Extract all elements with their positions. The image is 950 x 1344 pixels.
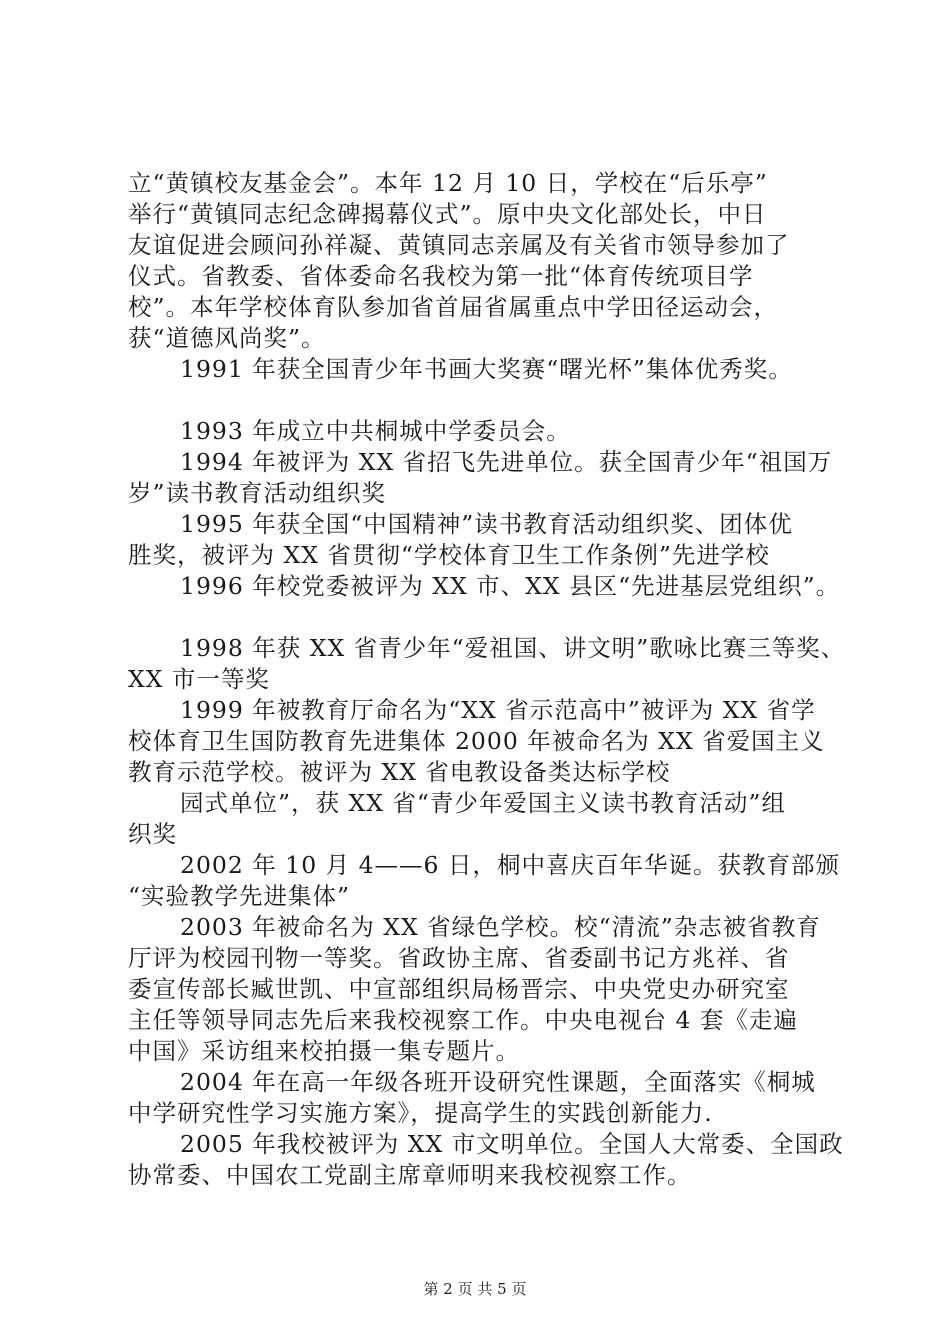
text-line: 岁”读书教育活动组织奖: [128, 479, 387, 507]
paragraph-continued: 园式单位”，获 XX 省“青少年爱国主义读书教育活动”组: [180, 789, 786, 817]
text-line: 获“道德风尚奖”。: [128, 324, 326, 352]
text-line: 举行“黄镇同志纪念碑揭幕仪式”。原中央文化部处长，中日: [128, 200, 767, 228]
paragraph-1996: 1996 年校党委被评为 XX 市、XX 县区“先进基层党组织”。: [180, 572, 841, 600]
text-line: 主任等领导同志先后来我校视察工作。中央电视台 4 套《走遍: [128, 1006, 798, 1034]
text-line: 厅评为校园刊物一等奖。省政协主席、省委副书记方兆祥、省: [128, 944, 790, 972]
paragraph-2004: 2004 年在高一年级各班开设研究性课题，全面落实《桐城: [180, 1068, 816, 1096]
text-line: 中学研究性学习实施方案》，提高学生的实践创新能力.: [128, 1099, 713, 1127]
blank-line: [128, 602, 848, 633]
paragraph-2002: 2002 年 10 月 4——6 日，桐中喜庆百年华诞。获教育部颁: [180, 851, 840, 879]
paragraph-1999: 1999 年被教育厅命名为“XX 省示范高中”被评为 XX 省学: [180, 696, 816, 724]
text-line: 教育示范学校。被评为 XX 省电教设备类达标学校: [128, 758, 671, 786]
text-line: 中国》采访组来校拍摄一集专题片。: [128, 1037, 520, 1065]
paragraph-2003: 2003 年被命名为 XX 省绿色学校。校“清流”杂志被省教育: [180, 913, 821, 941]
paragraph-1995: 1995 年获全国“中国精神”读书教育活动组织奖、团体优: [180, 510, 793, 538]
text-line: 校”。本年学校体育队参加省首届省属重点中学田径运动会，: [128, 293, 779, 321]
document-body: [128, 168, 848, 1191]
text-line: XX 市一等奖: [128, 665, 270, 693]
paragraph-1993: 1993 年成立中共桐城中学委员会。: [180, 417, 571, 445]
text-line: 仪式。省教委、省体委命名我校为第一批“体育传统项目学: [128, 262, 754, 290]
text-line: 织奖: [128, 820, 177, 848]
text-line: “实验教学先进集体”: [128, 882, 351, 910]
paragraph-1994: 1994 年被评为 XX 省招飞先进单位。获全国青少年“祖国万: [180, 448, 833, 476]
text-line: 立“黄镇校友基金会”。本年 12 月 10 日，学校在“后乐亭”: [128, 169, 768, 197]
text-line: 校体育卫生国防教育先进集体 2000 年被命名为 XX 省爱国主义: [128, 727, 825, 755]
text-line: 委宣传部长臧世凯、中宣部组织局杨晋宗、中央党史办研究室: [128, 975, 790, 1003]
text-line: 胜奖，被评为 XX 省贯彻“学校体育卫生工作条例”先进学校: [128, 541, 770, 569]
text-line: 协常委、中国农工党副主席章师明来我校视察工作。: [128, 1161, 692, 1189]
paragraph-1998: 1998 年获 XX 省青少年“爱祖国、讲文明”歌咏比赛三等奖、: [180, 634, 846, 662]
blank-line: [128, 385, 848, 416]
paragraph-2005: 2005 年我校被评为 XX 市文明单位。全国人大常委、全国政: [180, 1130, 844, 1158]
page-footer: 第 2 页 共 5 页: [423, 1280, 527, 1298]
paragraph-1991: 1991 年获全国青少年书画大奖赛“曙光杯”集体优秀奖。: [180, 355, 793, 383]
text-line: 友谊促进会顾问孙祥凝、黄镇同志亲属及有关省市领导参加了: [128, 231, 790, 259]
